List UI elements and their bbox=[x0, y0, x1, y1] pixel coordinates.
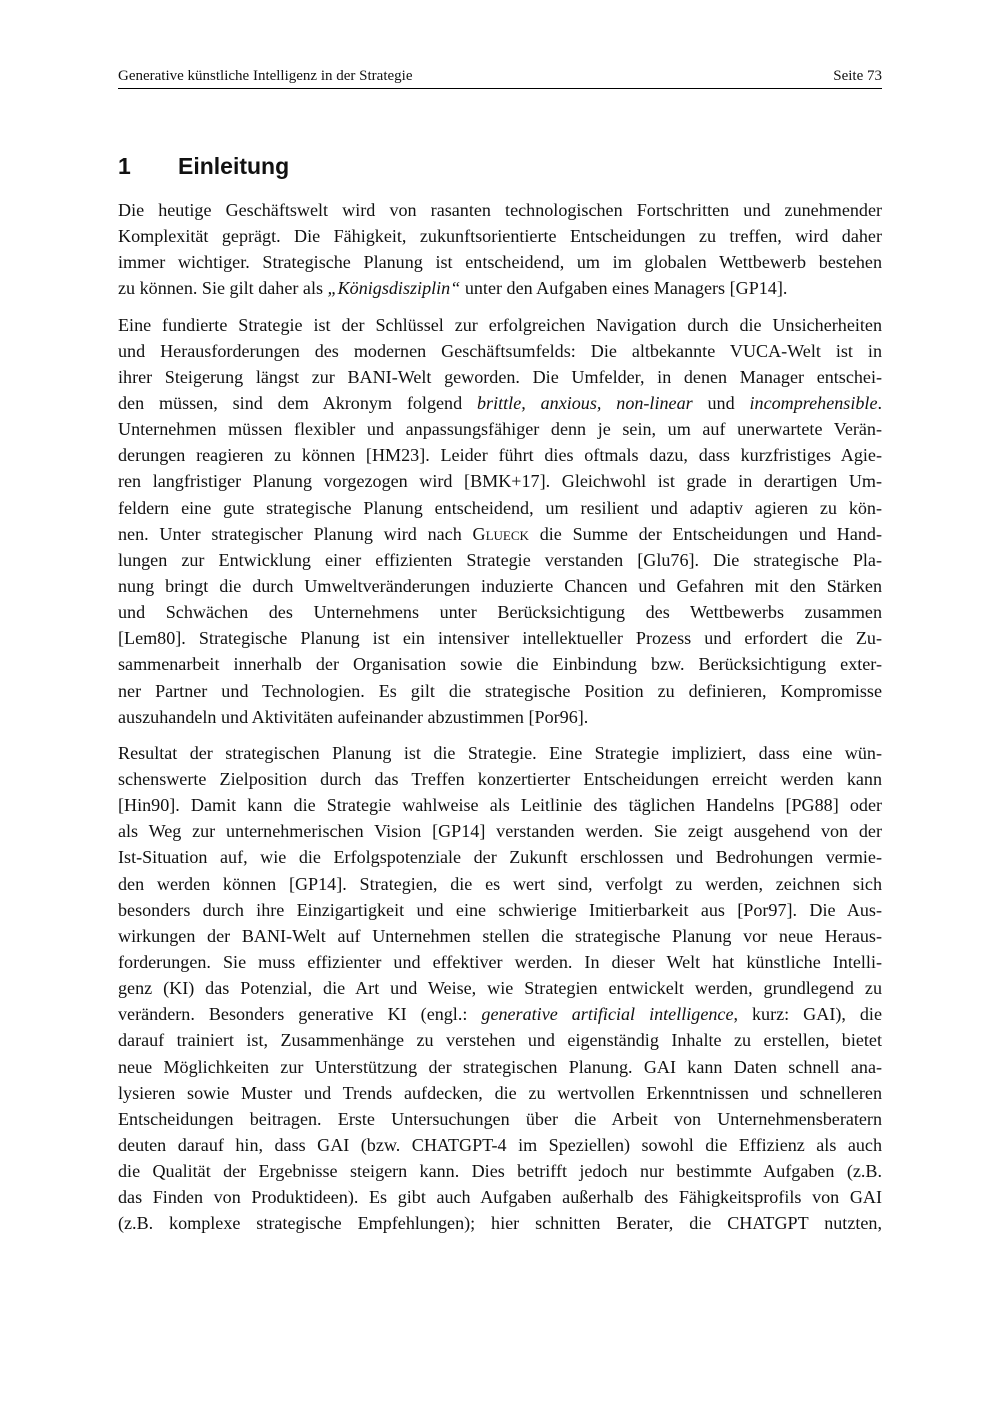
text-run: schenswerte Zielposition durch das Treffen konzertierter Entscheidungen erreicht werden kann bbox=[118, 768, 882, 789]
text-run: die Summe der Entscheidungen und Hand- bbox=[528, 523, 882, 544]
text-run: forderungen. Sie muss effizienter und effektiver werden. In dieser Welt hat künstliche Intelli- bbox=[118, 951, 882, 972]
running-header bbox=[118, 66, 882, 89]
italic-term: generative artificial intelligence bbox=[481, 1004, 734, 1025]
paragraph bbox=[118, 197, 882, 302]
text-run: Die heutige Geschäftswelt wird von rasanten technologischen Fortschritten und zunehmender bbox=[118, 200, 882, 220]
text-line bbox=[118, 678, 882, 704]
text-run: , kurz: GAI), die bbox=[733, 1004, 882, 1025]
text-line bbox=[118, 1158, 882, 1184]
text-line bbox=[118, 625, 882, 651]
text-run: Resultat der strategischen Planung ist die Strategie. Eine Strategie impliziert, dass eine wün- bbox=[118, 742, 882, 763]
text-line bbox=[118, 1106, 882, 1132]
text-run: Entscheidungen beitragen. Erste Untersuchungen über die Arbeit von Unternehmensberatern bbox=[118, 1108, 882, 1129]
text-run: verändern. Besonders generative KI (engl.: bbox=[118, 1004, 482, 1025]
text-run: . bbox=[877, 392, 883, 413]
text-run: genz (KI) das Potenzial, die Art und Weise, wie Strategien entwickelt werden, grundlegend zu bbox=[118, 978, 882, 999]
text-line bbox=[118, 338, 882, 364]
text-line bbox=[118, 390, 882, 416]
text-line bbox=[118, 197, 882, 223]
text-line bbox=[118, 818, 882, 844]
author-name: Glueck bbox=[472, 523, 529, 544]
text-run: Unternehmen müssen flexibler und anpassungsfähiger denn je sein, um auf unerwartete Verän- bbox=[118, 419, 882, 440]
text-line bbox=[118, 442, 882, 468]
text-run: und Schwächen des Unternehmens unter Berücksichtigung des Wettbewerbs zusammen bbox=[118, 602, 882, 623]
text-run: und bbox=[692, 392, 750, 413]
text-line bbox=[118, 416, 882, 442]
text-run: ner Partner und Technologien. Es gilt die strategische Position zu definieren, Kompromisse bbox=[118, 680, 882, 701]
text-line bbox=[118, 1027, 882, 1053]
text-line bbox=[118, 923, 882, 949]
text-run: darauf trainiert ist, Zusammenhänge zu verstehen und eigenständig Inhalte zu erstellen, bietet bbox=[118, 1030, 882, 1051]
text-run: immer wichtiger. Strategische Planung ist entscheidend, um im globalen Wettbewerb bestehen bbox=[118, 252, 882, 273]
text-line bbox=[118, 704, 882, 730]
text-run: auszuhandeln und Aktivitäten aufeinander abzustimmen [Por96]. bbox=[118, 706, 589, 727]
text-run: (z.B. komplexe strategische Empfehlungen); hier schnitten Berater, die CHATGPT nutzten, bbox=[118, 1213, 882, 1234]
text-line bbox=[118, 312, 882, 338]
text-line bbox=[118, 1210, 882, 1236]
paragraph bbox=[118, 312, 882, 730]
text-run: lungen zur Entwicklung einer effizienten Strategie verstanden [Glu76]. Die strategische Pla- bbox=[118, 549, 882, 570]
text-line bbox=[118, 766, 882, 792]
italic-term: brittle, anxious, non-linear bbox=[477, 392, 693, 413]
text-line bbox=[118, 844, 882, 870]
header-title: Generative künstliche Intelligenz in der Strategie bbox=[118, 68, 413, 84]
text-line bbox=[118, 547, 882, 573]
text-run: Eine fundierte Strategie ist der Schlüssel zur erfolgreichen Navigation durch die Unsicherheiten bbox=[118, 314, 882, 335]
text-run: ren langfristiger Planung vorgezogen wird [BMK+17]. Gleichwohl ist grade in derartigen Um- bbox=[118, 471, 882, 492]
text-run: das Finden von Produktideen). Es gibt auch Aufgaben außerhalb des Fähigkeitsprofils von GAI bbox=[118, 1187, 882, 1208]
paragraph bbox=[118, 740, 882, 1237]
text-run: Komplexität geprägt. Die Fähigkeit, zukunftsorientierte Entscheidungen zu treffen, wird daher bbox=[118, 226, 882, 247]
text-line bbox=[118, 897, 882, 923]
italic-term: incomprehensible bbox=[749, 392, 878, 413]
text-line bbox=[118, 275, 882, 301]
section-heading bbox=[118, 153, 882, 180]
text-run: den müssen, sind dem Akronym folgend bbox=[118, 392, 477, 413]
text-line bbox=[118, 573, 882, 599]
text-line bbox=[118, 364, 882, 390]
text-line bbox=[118, 1054, 882, 1080]
text-run: ihrer Steigerung längst zur BANI-Welt geworden. Die Umfelder, in denen Manager entschei- bbox=[118, 366, 882, 387]
text-run: [Lem80]. Strategische Planung ist ein intensiver intellektueller Prozess und erfordert die Zu- bbox=[118, 628, 882, 649]
text-line bbox=[118, 1132, 882, 1158]
text-run: derungen reagieren zu können [HM23]. Leider führt dies oftmals dazu, dass kurzfristiges Agie- bbox=[118, 445, 882, 466]
text-run: unter den Aufgaben eines Managers [GP14]. bbox=[460, 278, 788, 299]
text-run: sammenarbeit innerhalb der Organisation sowie die Einbindung bzw. Berücksichtigung exter- bbox=[118, 654, 882, 675]
text-run: die Qualität der Ergebnisse steigern kann. Dies betrifft jedoch nur bestimmte Aufgaben (z.B. bbox=[118, 1161, 882, 1182]
text-run: den werden können [GP14]. Strategien, die es wert sind, verfolgt zu werden, zeichnen sich bbox=[118, 873, 882, 894]
text-run: als Weg zur unternehmerischen Vision [GP14] verstanden werden. Sie zeigt ausgehend von der bbox=[118, 821, 882, 842]
section-title: Einleitung bbox=[178, 153, 290, 179]
text-line bbox=[118, 468, 882, 494]
text-run: besonders durch ihre Einzigartigkeit und eine schwierige Imitierbarkeit aus [Por97]. Die Aus- bbox=[118, 899, 882, 920]
text-run: Ist-Situation auf, wie die Erfolgspotenziale der Zukunft erschlossen und Bedrohungen vermie- bbox=[118, 847, 882, 868]
text-run: [Hin90]. Damit kann die Strategie wahlweise als Leitlinie des täglichen Handelns [PG88] oder bbox=[118, 795, 882, 816]
text-line bbox=[118, 975, 882, 1001]
text-line bbox=[118, 1184, 882, 1210]
paragraph-gap bbox=[118, 302, 882, 312]
page-number: Seite 73 bbox=[833, 68, 882, 84]
text-run: nung bringt die durch Umweltveränderungen induzierte Chancen und Gefahren mit den Stärken bbox=[118, 575, 882, 596]
text-line bbox=[118, 599, 882, 625]
text-run: neue Möglichkeiten zur Unterstützung der strategischen Planung. GAI kann Daten schnell ana- bbox=[118, 1056, 882, 1077]
text-run: nen. Unter strategischer Planung wird nach bbox=[118, 523, 473, 544]
text-line bbox=[118, 651, 882, 677]
text-line bbox=[118, 249, 882, 275]
text-run: zu können. Sie gilt daher als bbox=[118, 278, 328, 299]
paragraph-gap bbox=[118, 730, 882, 740]
text-line bbox=[118, 1001, 882, 1027]
text-line bbox=[118, 495, 882, 521]
section-number: 1 bbox=[118, 153, 131, 179]
text-line bbox=[118, 792, 882, 818]
text-line bbox=[118, 740, 882, 766]
text-run: und Herausforderungen des modernen Geschäftsumfelds: Die altbekannte VUCA-Welt ist in bbox=[118, 340, 882, 361]
text-run: feldern eine gute strategische Planung entscheidend, um resilient und adaptiv agieren zu kön- bbox=[118, 497, 882, 518]
text-run: lysieren sowie Muster und Trends aufdecken, die zu wertvollen Erkenntnissen und schnelleren bbox=[118, 1082, 882, 1103]
text-run: wirkungen der BANI-Welt auf Unternehmen stellen die strategische Planung vor neue Heraus- bbox=[118, 925, 882, 946]
text-line bbox=[118, 521, 882, 547]
text-line bbox=[118, 223, 882, 249]
text-line bbox=[118, 949, 882, 975]
text-line bbox=[118, 871, 882, 897]
text-run: deuten darauf hin, dass GAI (bzw. CHATGPT-4 im Speziellen) sowohl die Effizienz als auch bbox=[118, 1134, 882, 1155]
italic-term: „Königsdisziplin“ bbox=[327, 278, 461, 299]
body-text bbox=[118, 197, 882, 1236]
text-line bbox=[118, 1080, 882, 1106]
